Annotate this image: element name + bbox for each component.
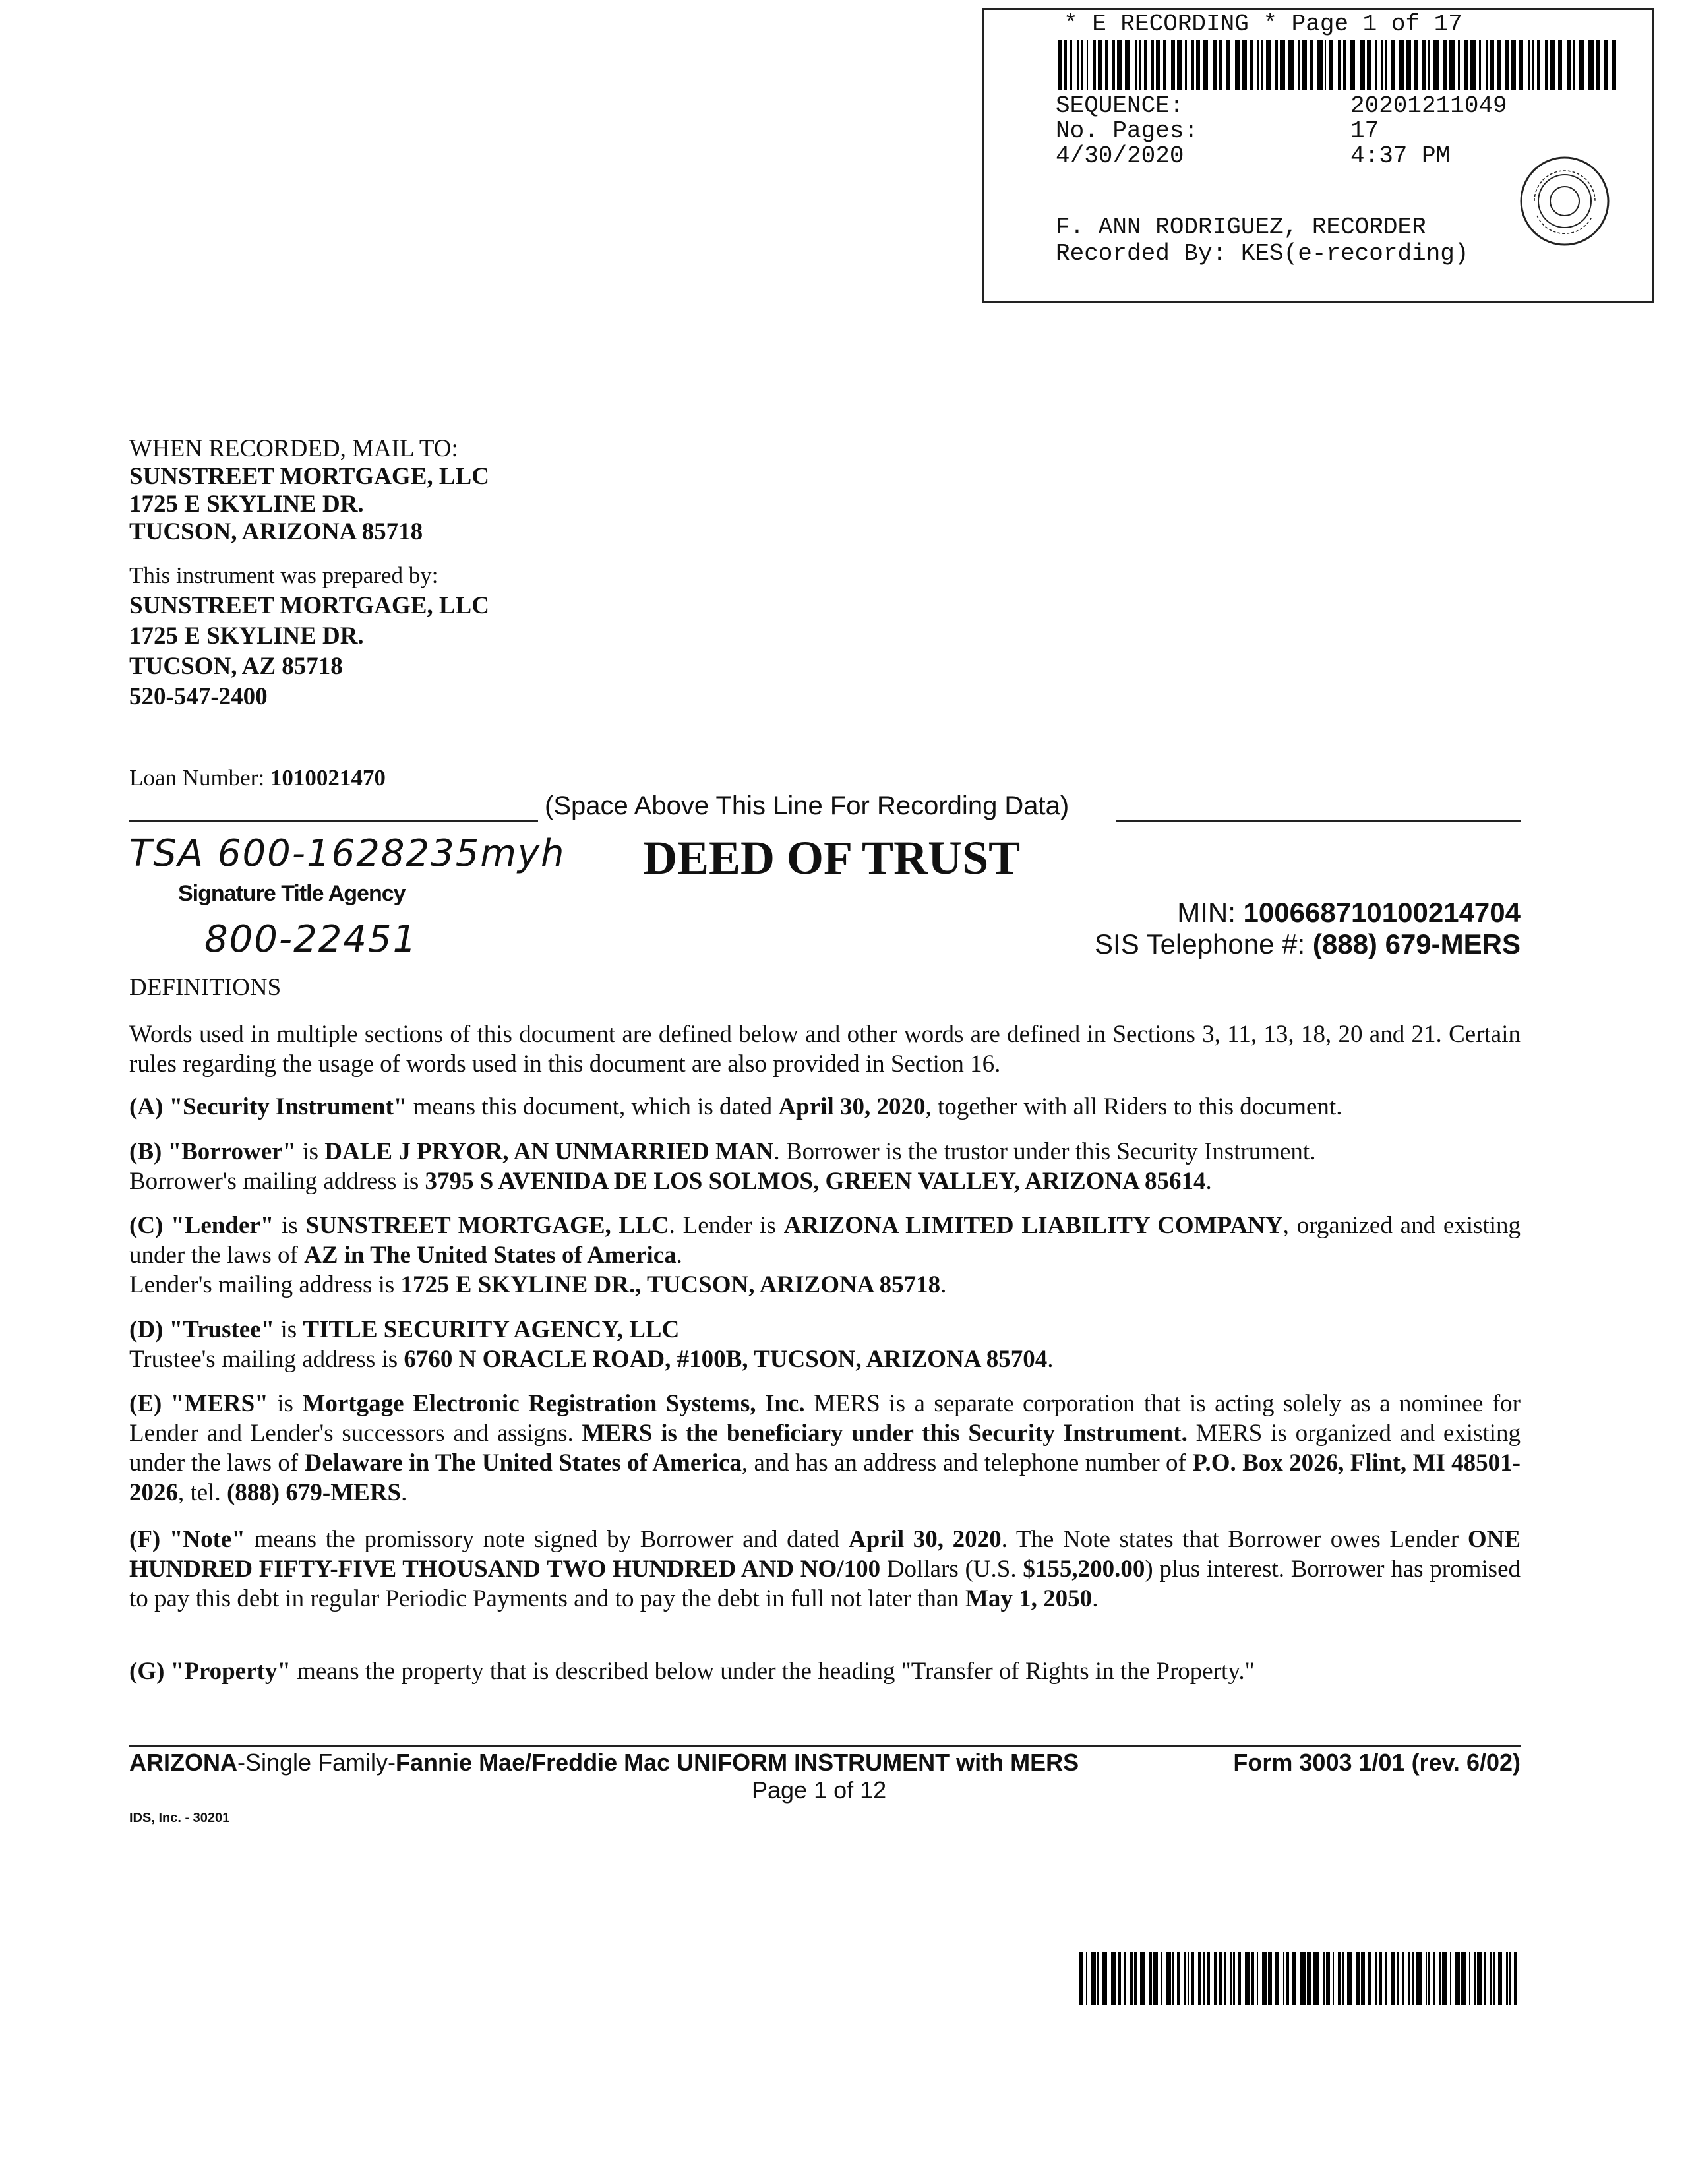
barcode-bar	[1596, 40, 1600, 90]
record-date: 4/30/2020	[1056, 142, 1184, 169]
barcode-bar	[1177, 40, 1182, 90]
barcode-bar	[1257, 1952, 1258, 2005]
barcode-bar	[1196, 40, 1200, 90]
barcode-bar	[1280, 40, 1285, 90]
form-description: ARIZONA-Single Family-Fannie Mae/Freddie Mac UNIFORM INSTRUMENT with MERS	[129, 1749, 1079, 1776]
ids-code: IDS, Inc. - 30201	[129, 1811, 230, 1825]
pages-label: No. Pages:	[1056, 117, 1199, 144]
barcode-bar	[1604, 40, 1608, 90]
barcode-bar	[1112, 40, 1115, 90]
barcode-bar	[1153, 1952, 1158, 2005]
mail-to-name: SUNSTREET MORTGAGE, LLC	[129, 463, 489, 490]
barcode-bar	[1093, 40, 1096, 90]
barcode-bar	[1449, 40, 1455, 90]
sequence-value: 20201211049	[1350, 92, 1507, 119]
barcode-bar	[1497, 40, 1501, 90]
definition-a: (A) "Security Instrument" means this document, which is dated April 30, 2020, together with all Riders to this document.	[129, 1093, 1342, 1120]
definition-g: (G) "Property" means the property that is described below under the heading "Transfer of Rights in the Property."	[129, 1658, 1255, 1685]
barcode-bar	[1550, 40, 1555, 90]
document-title: DEED OF TRUST	[643, 832, 1021, 884]
barcode-bar	[1111, 1952, 1116, 2005]
barcode-bar	[1323, 1952, 1325, 2005]
barcode-bar	[1329, 40, 1333, 90]
mail-to-city: TUCSON, ARIZONA 85718	[129, 518, 423, 545]
barcode-bar	[1461, 1952, 1466, 2005]
barcode-bar	[1360, 40, 1365, 90]
barcode-bar	[1379, 1952, 1382, 2005]
definitions-intro: Words used in multiple sections of this document are defined below and other words are defined in Sections 3, 11, 13, 18, 20 and 21. Certain rules regarding the usage of words used in this document are also provided in Section 16.	[129, 1021, 1521, 1077]
barcode-bar	[1233, 1952, 1235, 2005]
barcode-bar	[1307, 1952, 1311, 2005]
barcode-bar	[1144, 40, 1147, 90]
barcode-bar	[1086, 1952, 1087, 2005]
barcode-bar	[1184, 1952, 1186, 2005]
prepared-by-city: TUCSON, AZ 85718	[129, 653, 343, 680]
barcode-bar	[1338, 1952, 1341, 2005]
mail-to-block	[129, 435, 489, 546]
barcode-bar	[1135, 40, 1137, 90]
stamp-barcode	[1058, 40, 1619, 90]
definition-b: (B) "Borrower" is DALE J PRYOR, AN UNMARRIED MAN. Borrower is the trustor under this Security Instrument. Borrower's mailing address is 3795 S AVENIDA DE LOS SOLMOS, GREEN VALLEY, ARIZONA 85614.	[129, 1138, 1316, 1195]
barcode-bar	[1292, 1952, 1296, 2005]
barcode-bar	[1214, 1952, 1217, 2005]
barcode-bar	[1573, 40, 1575, 90]
barcode-bar	[1124, 1952, 1127, 2005]
barcode-bar	[1375, 40, 1377, 90]
barcode-bar	[1414, 40, 1418, 90]
recorded-by: Recorded By: KES(e-recording)	[1056, 240, 1469, 267]
barcode-bar	[1505, 40, 1509, 90]
barcode-bar	[1177, 1952, 1180, 2005]
barcode-bar	[1097, 1952, 1099, 2005]
barcode-bar	[1064, 40, 1067, 90]
barcode-bar	[1342, 1952, 1345, 2005]
prepared-by-name: SUNSTREET MORTGAGE, LLC	[129, 592, 489, 619]
barcode-bar	[1450, 1952, 1451, 2005]
barcode-bar	[1343, 40, 1346, 90]
barcode-bar	[1612, 40, 1616, 90]
barcode-bar	[1238, 1952, 1242, 2005]
barcode-bar	[1588, 40, 1594, 90]
barcode-bar	[1130, 1952, 1133, 2005]
barcode-bar	[1356, 1952, 1360, 2005]
barcode-bar	[1079, 1952, 1083, 2005]
barcode-bar	[1191, 1952, 1194, 2005]
barcode-bar	[1397, 1952, 1399, 2005]
record-time: 4:37 PM	[1350, 142, 1451, 169]
barcode-bar	[1219, 40, 1222, 90]
barcode-bar	[1479, 40, 1481, 90]
barcode-bar	[1191, 40, 1194, 90]
barcode-bar	[1326, 1952, 1330, 2005]
barcode-bar	[1230, 1952, 1232, 2005]
mail-to-heading: WHEN RECORDED, MAIL TO:	[129, 435, 458, 462]
min-value: 1006687101002147​04	[1243, 897, 1521, 928]
barcode-bar	[1313, 1952, 1319, 2005]
recording-line-left	[129, 820, 538, 822]
prepared-by-street: 1725 E SKYLINE DR.	[129, 622, 364, 650]
barcode-bar	[1545, 40, 1548, 90]
barcode-bar	[1261, 40, 1263, 90]
barcode-bar	[1325, 40, 1326, 90]
definition-d: (D) "Trustee" is TITLE SECURITY AGENCY, LLC Trustee's mailing address is 6760 N ORACLE ROAD, #100B, TUCSON, ARIZONA 85704.	[129, 1316, 1054, 1373]
barcode-bar	[1519, 40, 1523, 90]
loan-number-label: Loan Number:	[129, 765, 265, 791]
footer-rule	[129, 1745, 1521, 1747]
barcode-bar	[1385, 40, 1387, 90]
barcode-bar	[1433, 1952, 1435, 2005]
definition-f: (F) "Note" means the promissory note signed by Borrower and dated April 30, 2020. The Note states that Borrower owes Lender ONE HUNDRED FIFTY-FIVE THOUSAND TWO HUNDRED AND NO/100 Dollars (U.S. $155,200.00) plus interest. Borrower has promised to pay this debt in regular Periodic Payments and to pay the debt in full not later than May 1, 2050.	[129, 1526, 1521, 1612]
recording-line-right	[1116, 820, 1521, 822]
barcode-bar	[1156, 40, 1160, 90]
barcode-bar	[1118, 1952, 1121, 2005]
barcode-bar	[1511, 40, 1516, 90]
barcode-bar	[1213, 40, 1217, 90]
barcode-bar	[1266, 40, 1271, 90]
recorder-name: F. ANN RODRIGUEZ, RECORDER	[1056, 214, 1426, 241]
barcode-bar	[1443, 40, 1447, 90]
prepared-by-block	[129, 562, 489, 711]
barcode-bar	[1514, 1952, 1517, 2005]
barcode-bar	[1408, 1952, 1410, 2005]
barcode-bar	[1433, 40, 1439, 90]
barcode-bar	[1105, 40, 1108, 90]
barcode-bar	[1486, 40, 1488, 90]
barcode-bar	[1399, 40, 1404, 90]
definitions-heading: DEFINITIONS	[129, 974, 282, 1001]
barcode-bar	[1163, 40, 1166, 90]
barcode-bar	[1300, 1952, 1306, 2005]
barcode-bar	[1275, 1952, 1279, 2005]
barcode-bar	[1426, 1952, 1427, 2005]
barcode-bar	[1242, 40, 1247, 90]
barcode-bar	[1310, 40, 1313, 90]
barcode-bar	[1493, 1952, 1495, 2005]
barcode-bar	[1151, 40, 1154, 90]
sis-value: (888) 679-MERS	[1312, 928, 1521, 959]
barcode-bar	[1350, 40, 1355, 90]
barcode-bar	[1160, 1952, 1162, 2005]
barcode-bar	[1203, 1952, 1205, 2005]
barcode-bar	[1275, 40, 1278, 90]
prepared-by-heading: This instrument was prepared by:	[129, 562, 438, 588]
stamp-header: * E RECORDING * Page 1 of 17	[1064, 11, 1462, 38]
barcode-bar	[1117, 40, 1122, 90]
barcode-bar	[1391, 40, 1395, 90]
barcode-bar	[1338, 40, 1341, 90]
barcode-bar	[1102, 1952, 1107, 2005]
county-seal-icon	[1519, 155, 1611, 247]
prepared-by-phone: 520-547-2400	[129, 683, 268, 710]
page-number: Page 1 of 12	[752, 1776, 887, 1804]
handwritten-escrow-number: 800-22451	[204, 918, 418, 961]
barcode-bar	[1567, 40, 1571, 90]
barcode-bar	[1406, 40, 1411, 90]
barcode-bar	[1428, 40, 1430, 90]
barcode-bar	[1317, 40, 1323, 90]
barcode-bar	[1134, 1952, 1137, 2005]
barcode-bar	[1458, 40, 1460, 90]
barcode-bar	[1470, 40, 1476, 90]
barcode-bar	[1257, 40, 1259, 90]
sis-label: SIS Telephone #:	[1095, 928, 1306, 959]
barcode-bar	[1185, 40, 1187, 90]
barcode-bar	[1283, 1952, 1284, 2005]
barcode-bar	[1149, 1952, 1152, 2005]
barcode-bar	[1422, 40, 1426, 90]
sequence-label: SEQUENCE:	[1056, 92, 1184, 119]
barcode-bar	[1081, 40, 1083, 90]
barcode-bar	[1506, 1952, 1508, 2005]
loan-number-value: 1010021470	[270, 765, 386, 791]
barcode-bar	[1361, 1952, 1365, 2005]
barcode-bar	[1245, 1952, 1250, 2005]
form-number: Form 3003 1/01 (rev. 6/02)	[1233, 1749, 1521, 1776]
pages-value: 17	[1350, 117, 1379, 144]
barcode-bar	[1375, 1952, 1377, 2005]
handwritten-file-number: TSA 600-1628235myh	[129, 832, 566, 875]
barcode-bar	[1442, 1952, 1447, 2005]
barcode-bar	[1077, 40, 1079, 90]
barcode-bar	[1251, 1952, 1254, 2005]
barcode-bar	[1464, 40, 1468, 90]
space-above-note: (Space Above This Line For Recording Data)	[545, 791, 1070, 820]
barcode-bar	[1139, 40, 1141, 90]
barcode-bar	[1171, 40, 1175, 90]
loan-number	[129, 765, 386, 791]
barcode-bar	[1091, 1952, 1096, 2005]
barcode-bar	[1140, 1952, 1145, 2005]
barcode-bar	[1509, 1952, 1511, 2005]
barcode-bar	[1498, 1952, 1502, 2005]
barcode-bar	[1226, 40, 1230, 90]
definition-e: (E) "MERS" is Mortgage Electronic Registration Systems, Inc. MERS is a separate corporation that is acting solely as a nominee for Lender and Lender's successors and assigns. MERS is the beneficiary under this Security Instrument. MERS is organized and existing under the laws of Delaware in The United States of America, and has an address and telephone number of P.O. Box 2026, Flint, MI 48501-2026, tel. (888) 679-MERS.	[129, 1390, 1521, 1506]
barcode-bar	[1333, 1952, 1334, 2005]
recording-stamp	[982, 8, 1654, 303]
barcode-bar	[1402, 1952, 1404, 2005]
barcode-bar	[1558, 40, 1562, 90]
barcode-bar	[1484, 1952, 1486, 2005]
barcode-bar	[1250, 40, 1253, 90]
document-barcode	[1079, 1952, 1521, 2005]
barcode-bar	[1207, 1952, 1210, 2005]
barcode-bar	[1166, 1952, 1171, 2005]
barcode-bar	[1532, 40, 1534, 90]
min-label: MIN:	[1177, 897, 1236, 928]
barcode-bar	[1528, 40, 1530, 90]
barcode-bar	[1302, 40, 1307, 90]
barcode-bar	[1098, 40, 1102, 90]
agency-stamp: Signature Title Agency	[178, 881, 406, 906]
min-number	[1177, 897, 1521, 928]
barcode-bar	[1381, 40, 1383, 90]
barcode-bar	[1286, 1952, 1289, 2005]
barcode-bar	[1428, 1952, 1430, 2005]
form-state: ARIZONA	[129, 1749, 237, 1776]
barcode-bar	[1347, 1952, 1352, 2005]
barcode-bar	[1391, 1952, 1395, 2005]
mail-to-street: 1725 E SKYLINE DR.	[129, 491, 364, 518]
barcode-bar	[1490, 1952, 1492, 2005]
barcode-bar	[1412, 1952, 1414, 2005]
barcode-bar	[1367, 40, 1372, 90]
barcode-bar	[1262, 1952, 1267, 2005]
barcode-bar	[1474, 1952, 1476, 2005]
barcode-bar	[1298, 40, 1300, 90]
barcode-bar	[1070, 40, 1072, 90]
barcode-bar	[1439, 1952, 1441, 2005]
barcode-bar	[1268, 1952, 1272, 2005]
barcode-bar	[1288, 40, 1294, 90]
barcode-bar	[1477, 1952, 1482, 2005]
barcode-bar	[1490, 40, 1494, 90]
sis-telephone	[1095, 928, 1521, 960]
barcode-bar	[1058, 40, 1062, 90]
barcode-bar	[1087, 40, 1088, 90]
barcode-bar	[1203, 40, 1208, 90]
barcode-bar	[1455, 1952, 1461, 2005]
barcode-bar	[1416, 1952, 1422, 2005]
barcode-bar	[1125, 40, 1130, 90]
barcode-bar	[1224, 1952, 1226, 2005]
barcode-bar	[1219, 1952, 1222, 2005]
barcode-bar	[1198, 1952, 1201, 2005]
barcode-bar	[1579, 40, 1584, 90]
definition-c: (C) "Lender" is SUNSTREET MORTGAGE, LLC. Lender is ARIZONA LIMITED LIABILITY COMPANY, organized and existing under the laws of AZ in The United States of America. Lender's mailing address is 1725 E SKYLINE DR., TUCSON, ARIZONA 85718.	[129, 1212, 1521, 1298]
barcode-bar	[1537, 40, 1540, 90]
barcode-bar	[1385, 1952, 1387, 2005]
barcode-bar	[1235, 40, 1240, 90]
barcode-bar	[1188, 1952, 1189, 2005]
barcode-bar	[1469, 1952, 1470, 2005]
barcode-bar	[1368, 1952, 1372, 2005]
barcode-bar	[1172, 1952, 1174, 2005]
